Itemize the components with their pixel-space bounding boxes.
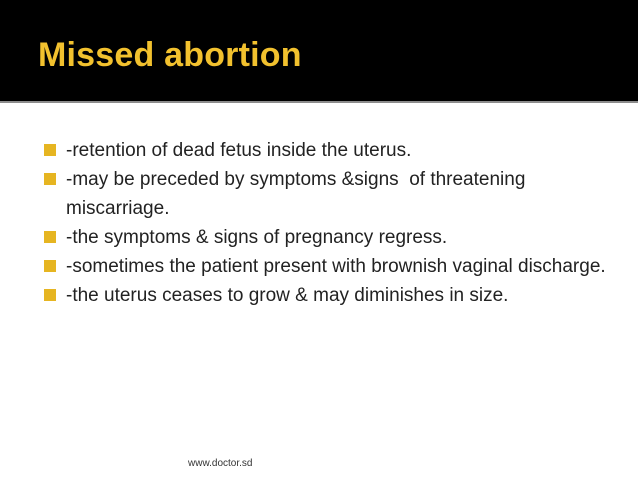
bullet-text: -sometimes the patient present with brownish vaginal discharge.: [66, 256, 606, 277]
bullet-text: -retention of dead fetus inside the uterus.: [66, 140, 412, 161]
footer-url: www.doctor.sd: [188, 458, 253, 469]
square-bullet-icon: [44, 260, 56, 272]
bullet-list: [44, 136, 624, 310]
bullet-text: -may be preceded by symptoms &signs of threatening miscarriage.: [66, 169, 531, 219]
slide-title: Missed abortion: [38, 36, 302, 74]
list-item: [44, 136, 624, 165]
list-item: [44, 252, 624, 281]
square-bullet-icon: [44, 289, 56, 301]
square-bullet-icon: [44, 144, 56, 156]
list-item: [44, 165, 624, 223]
square-bullet-icon: [44, 231, 56, 243]
bullet-text: -the symptoms & signs of pregnancy regress.: [66, 227, 448, 248]
title-divider: [0, 101, 638, 103]
list-item: [44, 281, 624, 310]
square-bullet-icon: [44, 173, 56, 185]
bullet-text: -the uterus ceases to grow & may diminishes in size.: [66, 285, 509, 306]
list-item: [44, 223, 624, 252]
title-bar: [0, 0, 638, 101]
